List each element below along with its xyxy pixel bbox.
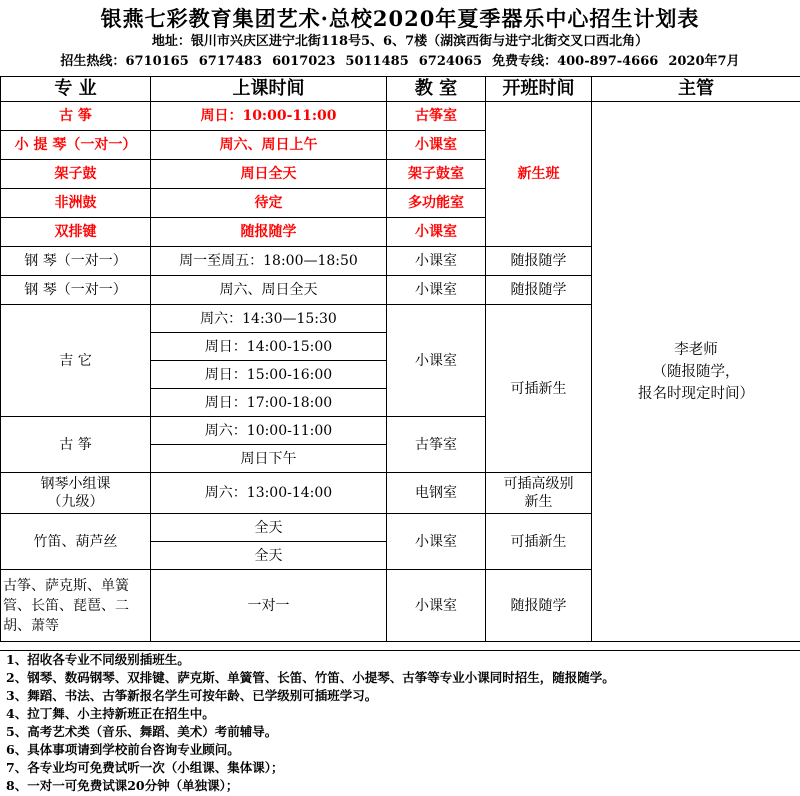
contact-line [0, 52, 800, 72]
subject-cell: 非洲鼓 [1, 189, 151, 218]
note-item: 5、高考艺术类（音乐、舞蹈、美术）考前辅导。 [6, 724, 278, 739]
subject-cell: 双排键 [1, 218, 151, 247]
phone-2: 6717483 [198, 54, 263, 69]
manager-cell [592, 102, 800, 642]
subject-cell: 钢琴小组课 （九级） [1, 473, 151, 514]
time-cell: 周日：17:00-18:00 [151, 389, 387, 417]
date: 2020年7月 [668, 54, 740, 69]
subject-cell: 钢 琴（一对一） [1, 276, 151, 305]
time-cell: 随报随学 [151, 218, 387, 247]
open-cell: 随报随学 [486, 276, 592, 305]
room-cell: 电钢室 [387, 473, 486, 514]
col-room: 教 室 [387, 77, 486, 102]
note-item: 4、拉丁舞、小主持新班正在招生中。 [6, 706, 215, 721]
time-cell: 周一至周五：18:00—18:50 [151, 247, 387, 276]
note-item: 7、各专业均可免费试听一次（小组课、集体课）； [6, 760, 284, 775]
time-cell: 周六：14:30—15:30 [151, 305, 387, 333]
room-cell: 小课室 [387, 305, 486, 417]
time-cell: 周六、周日全天 [151, 276, 387, 305]
subject-cell: 古 筝 [1, 102, 151, 131]
time-cell: 周六、周日上午 [151, 131, 387, 160]
free-phone: 免费专线：400-897-4666 [492, 54, 659, 69]
col-subject: 专 业 [1, 77, 151, 102]
subject-cell: 架子鼓 [1, 160, 151, 189]
room-cell: 小课室 [387, 514, 486, 570]
table-row [1, 102, 800, 131]
room-cell: 小课室 [387, 570, 486, 642]
phone-3: 6017023 [272, 54, 336, 69]
subject-cell: 钢 琴（一对一） [1, 247, 151, 276]
table-header-row [1, 77, 800, 102]
subject-cell: 竹笛、葫芦丝 [1, 514, 151, 570]
note-item: 2、钢琴、数码钢琴、双排键、萨克斯、单簧管、长笛、竹笛、小提琴、古筝等专业小课同时招生，随报随学。 [6, 670, 615, 685]
time-cell: 周六：13:00-14:00 [151, 473, 387, 514]
new-class-cell: 新生班 [486, 102, 592, 247]
phone-1: 6710165 [125, 54, 189, 69]
room-cell: 小课室 [387, 218, 486, 247]
subject-cell: 古筝、萨克斯、单簧管、长笛、琵琶、二胡、萧等 [1, 570, 151, 642]
open-cell: 随报随学 [486, 247, 592, 276]
col-time: 上课时间 [151, 77, 387, 102]
time-cell: 周日全天 [151, 160, 387, 189]
room-cell: 古筝室 [387, 417, 486, 473]
subject-cell: 小 提 琴（一对一） [1, 131, 151, 160]
room-cell: 架子鼓室 [387, 160, 486, 189]
open-cell: 可插高级别 新生 [486, 473, 592, 514]
subject-cell: 吉 它 [1, 305, 151, 417]
time-cell: 周六：10:00-11:00 [151, 417, 387, 445]
col-manager: 主管 [592, 77, 800, 102]
room-cell: 小课室 [387, 131, 486, 160]
subject-cell: 古 筝 [1, 417, 151, 473]
col-open: 开班时间 [486, 77, 592, 102]
room-cell: 多功能室 [387, 189, 486, 218]
open-cell: 可插新生 [486, 305, 592, 473]
phone-5: 6724065 [418, 54, 483, 69]
time-cell: 周日：10:00-11:00 [151, 102, 387, 131]
note-item: 3、舞蹈、书法、古筝新报名学生可按年龄、已学级别可插班学习。 [6, 688, 378, 703]
time-cell: 一对一 [151, 570, 387, 642]
note-item: 1、招收各专业不同级别插班生。 [6, 652, 190, 667]
schedule-table [0, 76, 800, 642]
page-title: 银燕七彩教育集团艺术·总校2020年夏季器乐中心招生计划表 [100, 6, 700, 31]
room-cell: 小课室 [387, 247, 486, 276]
room-cell: 小课室 [387, 276, 486, 305]
header [0, 0, 800, 76]
room-cell: 古筝室 [387, 102, 486, 131]
time-cell: 待定 [151, 189, 387, 218]
phone-4: 5011485 [345, 54, 409, 69]
time-cell: 全天 [151, 542, 387, 570]
manager-text: 李老师 （随报随学， 报名时现定时间） [638, 341, 754, 402]
address: 地址：银川市兴庆区进宁北街118号5、6、7楼（湖滨西街与进宁北街交叉口西北角） [151, 34, 649, 49]
open-cell: 随报随学 [486, 570, 592, 642]
note-item: 8、一对一可免费试课20分钟（单独课）； [6, 778, 239, 793]
note-item: 6、具体事项请到学校前台咨询专业顾问。 [6, 742, 240, 757]
time-cell: 全天 [151, 514, 387, 542]
notes-section [0, 650, 800, 796]
time-cell: 周日：15:00-16:00 [151, 361, 387, 389]
time-cell: 周日：14:00-15:00 [151, 333, 387, 361]
time-cell: 周日下午 [151, 445, 387, 473]
hotline-label: 招生热线： [60, 54, 126, 69]
open-cell: 可插新生 [486, 514, 592, 570]
